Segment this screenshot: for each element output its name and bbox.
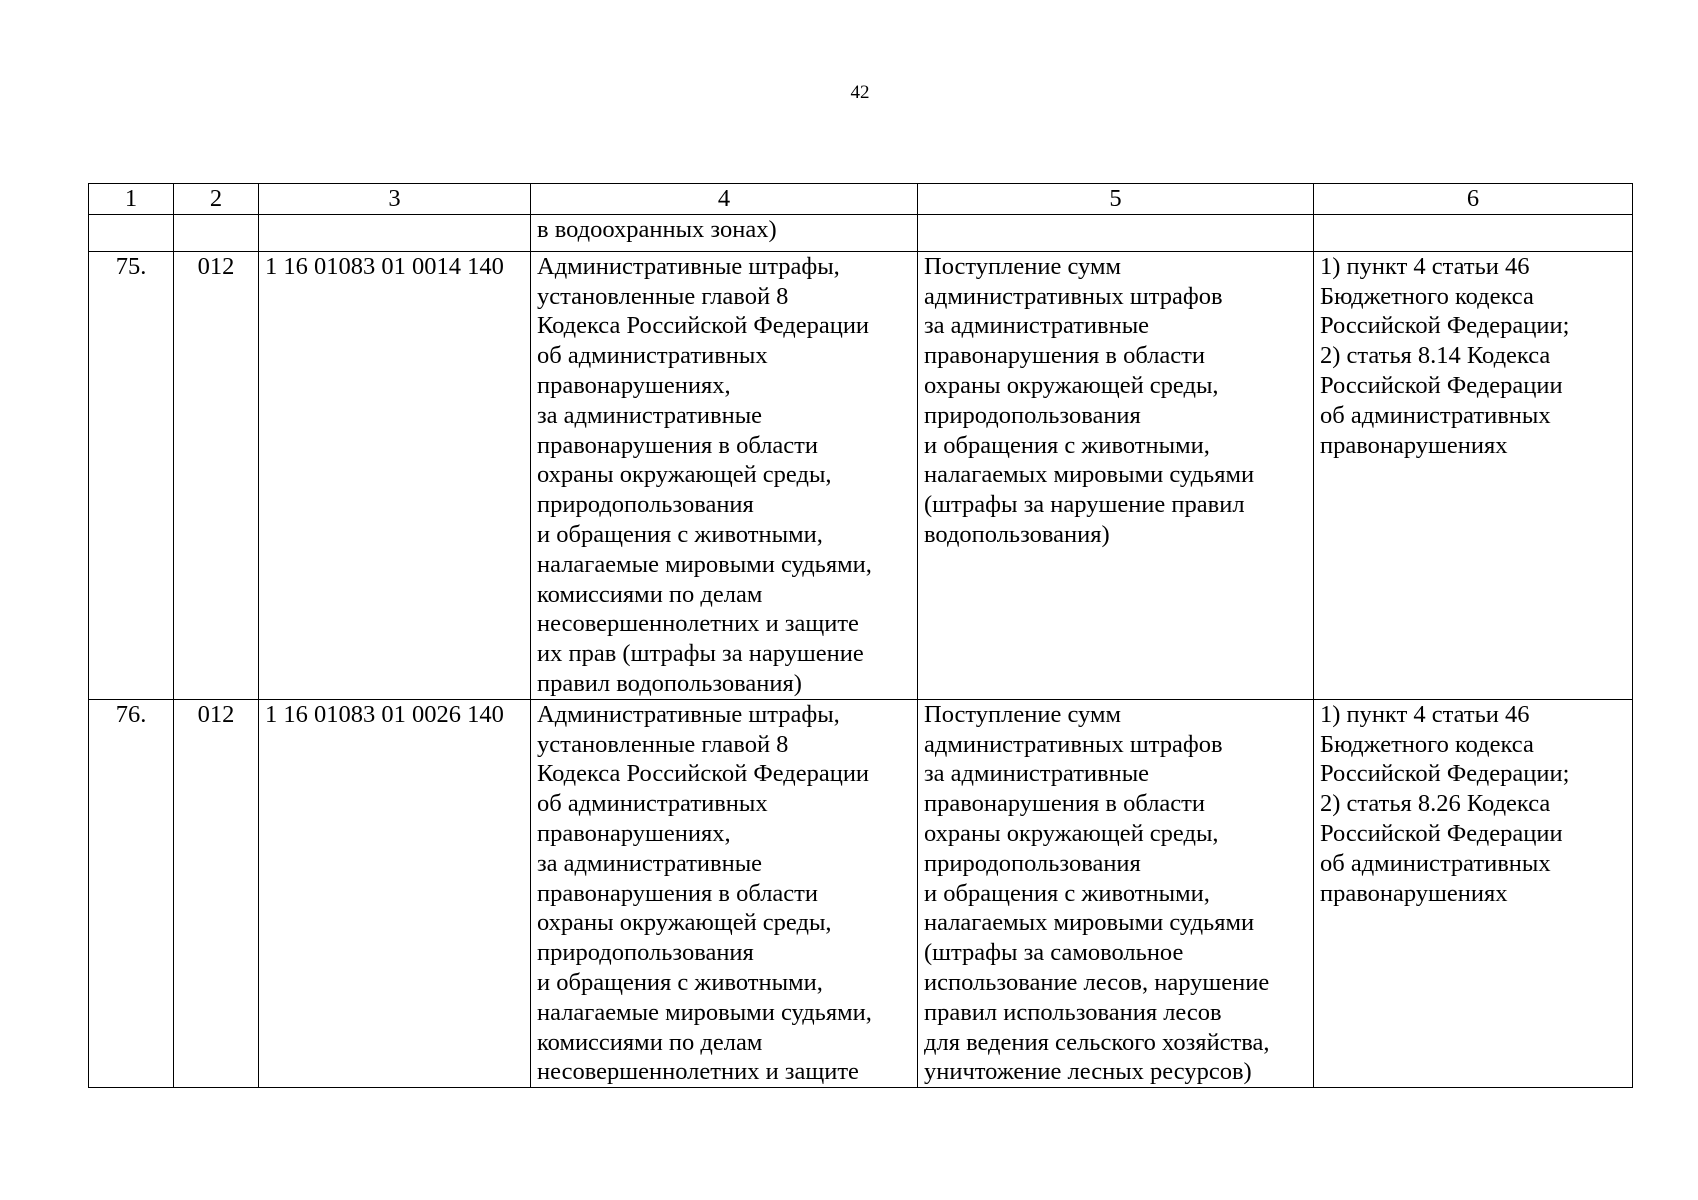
legal-basis <box>1314 251 1633 699</box>
revenue-codes-table <box>88 183 1633 1088</box>
text-line: охраны окружающей среды, <box>537 461 832 489</box>
text-line: природопользования <box>924 401 1141 429</box>
text-line: 2) статья 8.14 Кодекса <box>1320 342 1551 370</box>
column-number: 1 <box>89 184 174 215</box>
text-line: Кодекса Российской Федерации <box>537 760 870 788</box>
text-line: и обращения с животными, <box>537 520 823 548</box>
text-line: несовершеннолетних и защите <box>537 1058 859 1086</box>
text-line: Российской Федерации; <box>1320 312 1570 340</box>
column-number: 5 <box>918 184 1314 215</box>
text-line: 1) пункт 4 статьи 46 <box>1320 252 1530 280</box>
text-line: за административные <box>537 849 763 877</box>
text-line: 2) статья 8.26 Кодекса <box>1320 790 1551 818</box>
text-line: Кодекса Российской Федерации <box>537 312 870 340</box>
text-line: об административных <box>537 790 768 818</box>
text-line: и обращения с животными, <box>924 879 1210 907</box>
text-line: Поступление сумм <box>924 252 1121 280</box>
text-line: налагаемые мировыми судьями, <box>537 550 872 578</box>
text-line: Бюджетного кодекса <box>1320 282 1534 310</box>
text-line: Бюджетного кодекса <box>1320 730 1534 758</box>
text-line: об административных <box>1320 401 1551 429</box>
text-line: налагаемых мировыми судьями <box>924 909 1255 937</box>
table-cell <box>174 214 259 251</box>
text-line: правонарушения в области <box>537 879 818 907</box>
text-line: правонарушения в области <box>537 431 818 459</box>
table-cell <box>259 214 531 251</box>
text-line: установленные главой 8 <box>537 282 789 310</box>
text-line: правонарушения в области <box>924 790 1205 818</box>
text-line: охраны окружающей среды, <box>537 909 832 937</box>
text-line: административных штрафов <box>924 282 1223 310</box>
continuation-text: в водоохранных зонах) <box>531 214 918 251</box>
text-line: 1) пункт 4 статьи 46 <box>1320 700 1530 728</box>
table-cell <box>89 214 174 251</box>
continuation-row <box>89 214 1633 251</box>
income-name <box>531 251 918 699</box>
row-number: 75. <box>89 251 174 699</box>
page-number: 42 <box>850 82 870 103</box>
text-line: Административные штрафы, <box>537 700 840 728</box>
text-line: Поступление сумм <box>924 700 1121 728</box>
text-line: об административных <box>1320 849 1551 877</box>
text-line: правонарушениях, <box>537 819 731 847</box>
table-cell <box>918 214 1314 251</box>
text-line: комиссиями по делам <box>537 1028 763 1056</box>
text-line: за административные <box>924 760 1150 788</box>
text-line: правонарушениях <box>1320 431 1508 459</box>
text-line: об административных <box>537 342 768 370</box>
text-line: за административные <box>924 312 1150 340</box>
table-row <box>89 699 1633 1087</box>
column-number: 3 <box>259 184 531 215</box>
text-line: их прав (штрафы за нарушение <box>537 640 864 668</box>
text-line: Российской Федерации; <box>1320 760 1570 788</box>
text-line: налагаемые мировыми судьями, <box>537 998 872 1026</box>
text-line: за административные <box>537 401 763 429</box>
text-line: охраны окружающей среды, <box>924 819 1219 847</box>
text-line: Административные штрафы, <box>537 252 840 280</box>
text-line: природопользования <box>924 849 1141 877</box>
admin-code: 012 <box>174 699 259 1087</box>
row-number: 76. <box>89 699 174 1087</box>
text-line: использование лесов, нарушение <box>924 968 1270 996</box>
text-line: правонарушения в области <box>924 342 1205 370</box>
text-line: природопользования <box>537 491 754 519</box>
text-line: охраны окружающей среды, <box>924 371 1219 399</box>
income-description <box>918 699 1314 1087</box>
text-line: несовершеннолетних и защите <box>537 610 859 638</box>
text-line: (штрафы за самовольное <box>924 939 1184 967</box>
text-line: правил использования лесов <box>924 998 1222 1026</box>
admin-code: 012 <box>174 251 259 699</box>
table-row <box>89 251 1633 699</box>
column-number-row <box>89 184 1633 215</box>
text-line: Российской Федерации <box>1320 371 1563 399</box>
text-line: установленные главой 8 <box>537 730 789 758</box>
text-line: правонарушениях, <box>537 371 731 399</box>
income-name <box>531 699 918 1087</box>
text-line: для ведения сельского хозяйства, <box>924 1028 1270 1056</box>
legal-basis <box>1314 699 1633 1087</box>
text-line: налагаемых мировыми судьями <box>924 461 1255 489</box>
text-line: и обращения с животными, <box>537 968 823 996</box>
text-line: правил водопользования) <box>537 669 802 697</box>
column-number: 4 <box>531 184 918 215</box>
text-line: Российской Федерации <box>1320 819 1563 847</box>
kbk-code: 1 16 01083 01 0014 140 <box>259 251 531 699</box>
column-number: 6 <box>1314 184 1633 215</box>
text-line: правонарушениях <box>1320 879 1508 907</box>
income-description <box>918 251 1314 699</box>
kbk-code: 1 16 01083 01 0026 140 <box>259 699 531 1087</box>
text-line: административных штрафов <box>924 730 1223 758</box>
text-line: (штрафы за нарушение правил <box>924 491 1245 519</box>
column-number: 2 <box>174 184 259 215</box>
text-line: комиссиями по делам <box>537 580 763 608</box>
text-line: уничтожение лесных ресурсов) <box>924 1058 1252 1086</box>
text-line: водопользования) <box>924 520 1110 548</box>
table-cell <box>1314 214 1633 251</box>
text-line: и обращения с животными, <box>924 431 1210 459</box>
text-line: природопользования <box>537 939 754 967</box>
